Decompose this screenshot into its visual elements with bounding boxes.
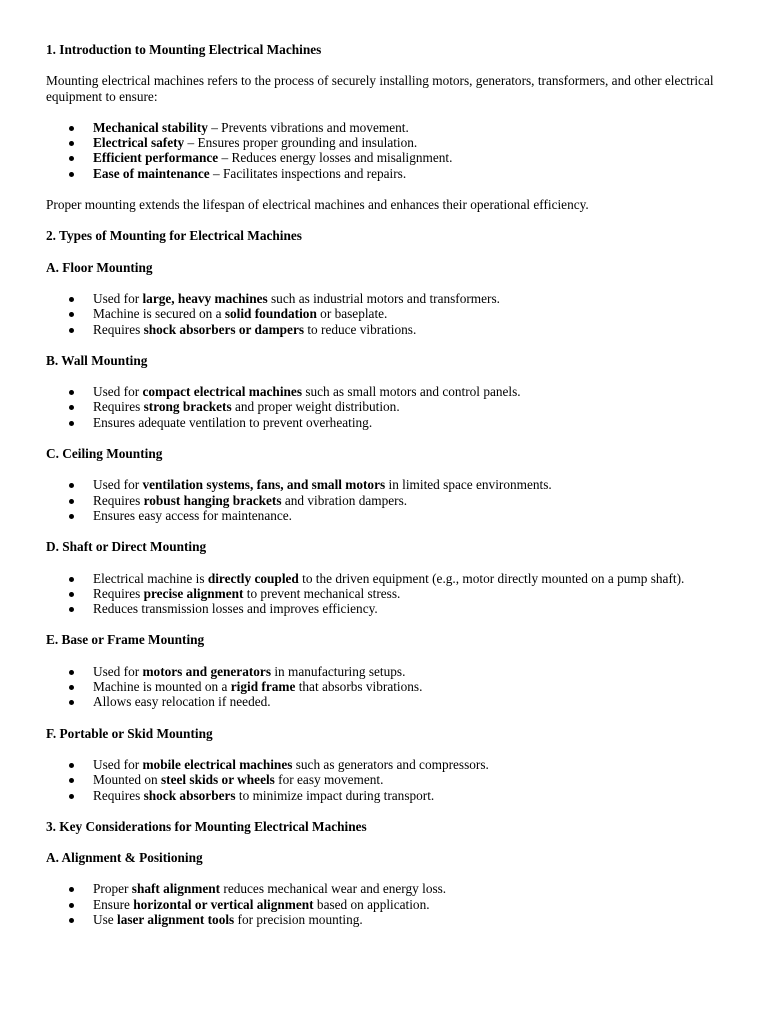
item-bold-text: shaft alignment [131, 881, 221, 897]
item-bold-text: strong brackets [143, 399, 232, 415]
item-bold-text: compact electrical machines [142, 384, 302, 400]
item-text: to minimize impact during transport. [235, 787, 435, 803]
item-text: Electrical machine is [93, 570, 208, 586]
item-text: to reduce vibrations. [304, 321, 417, 337]
item-bold-text: horizontal or vertical alignment [133, 896, 314, 912]
bullet-icon [69, 483, 74, 488]
bullet-icon [69, 918, 74, 923]
list-item [93, 757, 722, 772]
bullet-icon [69, 312, 74, 317]
item-text: in manufacturing setups. [271, 663, 406, 679]
item-text: – Facilitates inspections and repairs. [209, 165, 407, 181]
bullet-icon [69, 778, 74, 783]
item-bold-text: large, heavy machines [142, 290, 268, 306]
section-heading: E. Base or Frame Mounting [46, 632, 205, 648]
item-text: based on application. [313, 896, 430, 912]
list-item [93, 322, 722, 337]
item-text: Requires [93, 787, 144, 803]
item-text: Requires [93, 399, 144, 415]
list-item [93, 601, 722, 616]
bullet-icon [69, 607, 74, 612]
list-item [93, 788, 722, 803]
item-text: Used for [93, 384, 143, 400]
list-item [93, 399, 722, 414]
bullet-icon [69, 577, 74, 582]
item-text: or baseplate. [316, 306, 388, 322]
bullet-icon [69, 421, 74, 426]
bullet-icon [69, 390, 74, 395]
item-text: Use [93, 911, 118, 927]
list-item [93, 571, 722, 586]
list-item [93, 415, 722, 430]
bullet-icon [69, 887, 74, 892]
item-bold-text: mobile electrical machines [142, 756, 293, 772]
item-text: Ensures easy access for maintenance. [93, 507, 292, 523]
list-item [93, 120, 722, 135]
item-text: reduces mechanical wear and energy loss. [220, 881, 447, 897]
item-text: that absorbs vibrations. [295, 679, 423, 695]
list-item [93, 772, 722, 787]
list-item [93, 586, 722, 601]
item-text: Requires [93, 585, 144, 601]
intro-paragraph: Mounting electrical machines refers to the process of securely installing motors, generators, transformers, and other electrical equipment to ensure: [46, 73, 714, 104]
item-text: Requires [93, 321, 144, 337]
bullet-icon [69, 126, 74, 131]
section-heading: 3. Key Considerations for Mounting Electrical Machines [46, 818, 367, 834]
bullet-icon [69, 405, 74, 410]
bullet-list [46, 664, 722, 710]
item-text: – Reduces energy losses and misalignment. [218, 150, 453, 166]
list-item [93, 477, 722, 492]
outro-paragraph: Proper mounting extends the lifespan of electrical machines and enhances their operational efficiency. [46, 197, 589, 213]
item-text: and proper weight distribution. [231, 399, 400, 415]
item-text: to the driven equipment (e.g., motor directly mounted on a pump shaft). [298, 570, 685, 586]
bullet-icon [69, 670, 74, 675]
item-bold-text: Electrical safety [93, 135, 185, 151]
item-bold-text: steel skids or wheels [160, 772, 275, 788]
bullet-icon [69, 794, 74, 799]
item-text: for precision mounting. [234, 911, 363, 927]
item-text: such as small motors and control panels. [302, 384, 521, 400]
list-item [93, 664, 722, 679]
item-text: Used for [93, 477, 143, 493]
list-item [93, 135, 722, 150]
item-bold-text: shock absorbers or dampers [143, 321, 305, 337]
item-bold-text: rigid frame [230, 679, 296, 695]
item-text: Proper [93, 881, 132, 897]
bullet-list [46, 291, 722, 337]
item-bold-text: shock absorbers [143, 787, 236, 803]
item-bold-text: ventilation systems, fans, and small motors [142, 477, 386, 493]
item-bold-text: Mechanical stability [93, 119, 208, 135]
item-text: for easy movement. [274, 772, 384, 788]
item-text: Ensures adequate ventilation to prevent overheating. [93, 414, 373, 430]
item-bold-text: laser alignment tools [117, 911, 235, 927]
bullet-icon [69, 141, 74, 146]
list-item [93, 384, 722, 399]
item-text: Used for [93, 290, 143, 306]
list-item [93, 166, 722, 181]
bullet-icon [69, 700, 74, 705]
bullet-icon [69, 499, 74, 504]
section-heading: A. Floor Mounting [46, 259, 153, 275]
list-item [93, 694, 722, 709]
item-bold-text: solid foundation [224, 306, 317, 322]
list-item [93, 493, 722, 508]
list-item [93, 508, 722, 523]
bullet-icon [69, 328, 74, 333]
item-text: Machine is mounted on a [93, 679, 231, 695]
bullet-icon [69, 685, 74, 690]
section-heading: C. Ceiling Mounting [46, 446, 163, 462]
bullet-list [46, 384, 722, 430]
item-text: Machine is secured on a [93, 306, 225, 322]
item-text: Ensure [93, 896, 134, 912]
item-text: Used for [93, 756, 143, 772]
bullet-icon [69, 297, 74, 302]
bullet-icon [69, 156, 74, 161]
list-item [93, 150, 722, 165]
list-item [93, 912, 722, 927]
item-text: to prevent mechanical stress. [243, 585, 401, 601]
section-heading: 1. Introduction to Mounting Electrical Machines [46, 42, 322, 57]
item-bold-text: precise alignment [143, 585, 244, 601]
item-bold-text: robust hanging brackets [143, 492, 282, 508]
item-text: – Ensures proper grounding and insulation. [184, 135, 418, 151]
list-item [93, 306, 722, 321]
section-heading: D. Shaft or Direct Mounting [46, 539, 207, 555]
bullet-list [46, 571, 722, 617]
item-text: Used for [93, 663, 143, 679]
bullet-list [46, 757, 722, 803]
item-text: Mounted on [93, 772, 161, 788]
section-heading: 2. Types of Mounting for Electrical Machines [46, 228, 302, 244]
section-heading: F. Portable or Skid Mounting [46, 725, 213, 741]
item-text: and vibration dampers. [281, 492, 408, 508]
item-text: such as generators and compressors. [292, 756, 489, 772]
list-item [93, 897, 722, 912]
item-text: Requires [93, 492, 144, 508]
item-bold-text: motors and generators [142, 663, 271, 679]
bullet-list [46, 120, 722, 181]
item-bold-text: directly coupled [207, 570, 299, 586]
item-text: such as industrial motors and transformers. [267, 290, 500, 306]
item-bold-text: Ease of maintenance [93, 165, 210, 181]
list-item [93, 291, 722, 306]
section-heading: B. Wall Mounting [46, 352, 148, 368]
item-text: Reduces transmission losses and improves efficiency. [93, 601, 378, 617]
item-text: – Prevents vibrations and movement. [207, 119, 409, 135]
bullet-list [46, 881, 722, 927]
item-bold-text: Efficient performance [93, 150, 219, 166]
list-item [93, 881, 722, 896]
item-text: in limited space environments. [385, 477, 552, 493]
bullet-icon [69, 763, 74, 768]
bullet-icon [69, 592, 74, 597]
bullet-icon [69, 172, 74, 177]
section-heading: A. Alignment & Positioning [46, 850, 203, 866]
bullet-icon [69, 903, 74, 908]
item-text: Allows easy relocation if needed. [93, 694, 271, 710]
bullet-list [46, 477, 722, 523]
bullet-icon [69, 514, 74, 519]
list-item [93, 679, 722, 694]
